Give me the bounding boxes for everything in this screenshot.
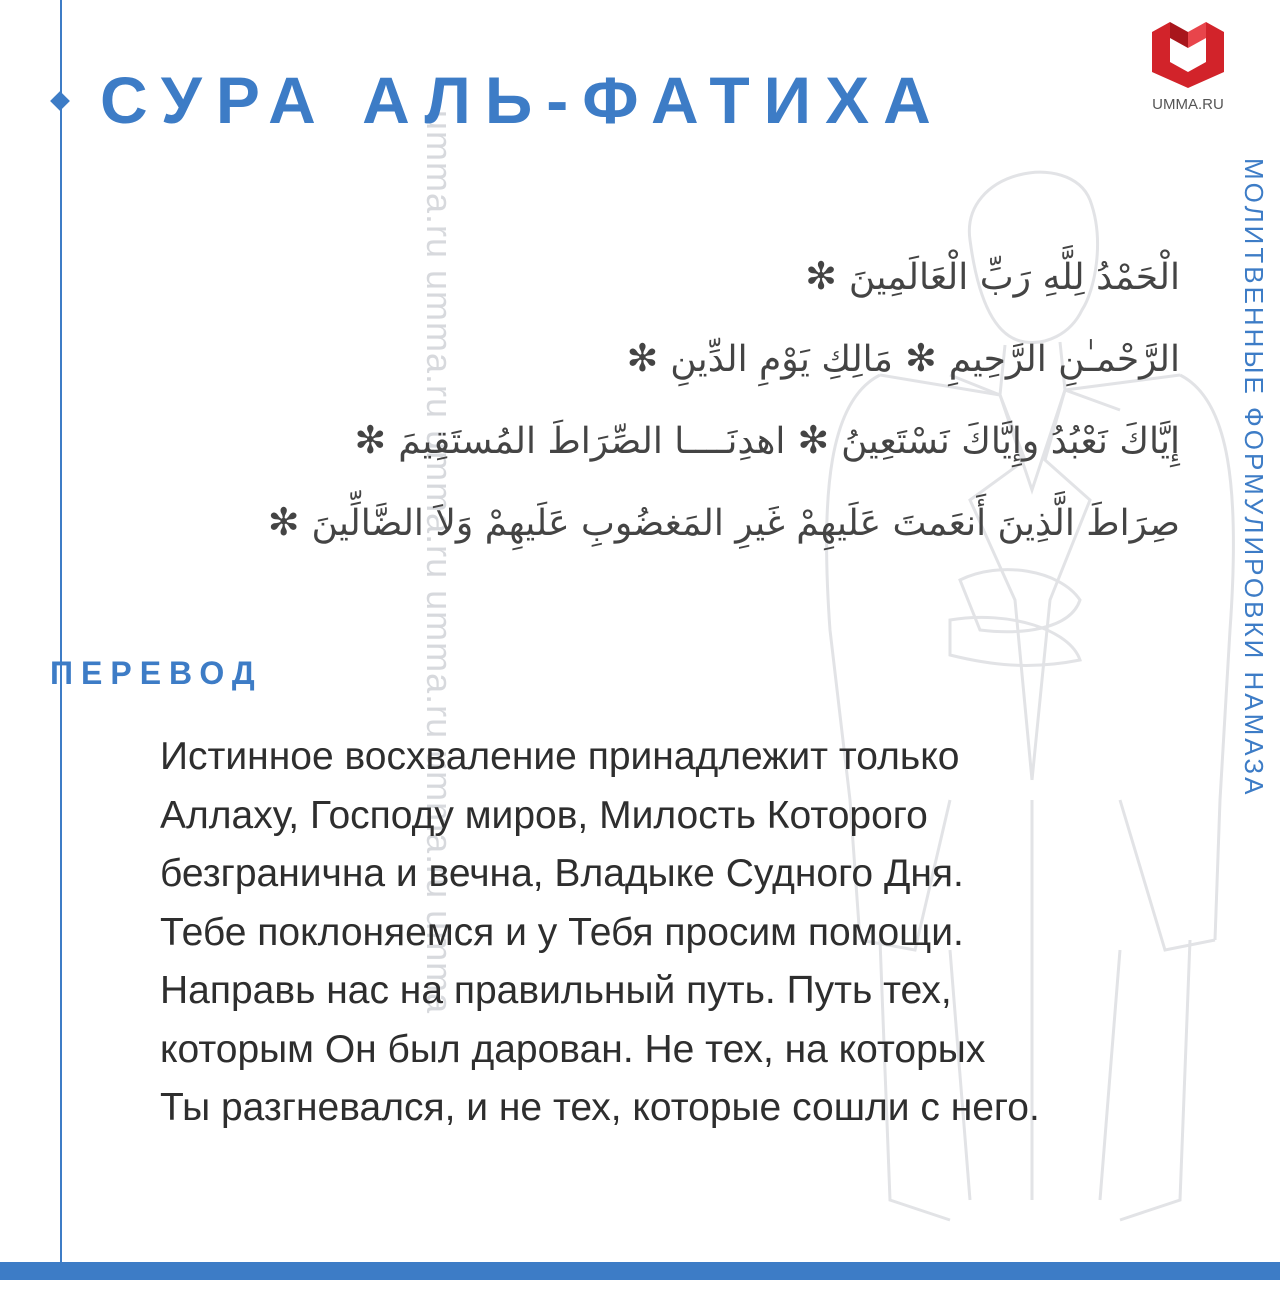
verse-line: الرَّحْمـٰنِ الرَّحِيمِ✻مَالِكِ يَوْمِ الدِّينِ✻: [150, 322, 1180, 404]
verse-separator-icon: ✻: [904, 336, 937, 380]
watermark: umma.ru umma.ru umma.ru umma.ru umma.ru umma: [419, 110, 460, 1015]
verse-line: إِيَّاكَ نَعْبُدُ وإِيَّاكَ نَسْتَعِينُ✻اهدِنَــــا الصِّرَاطَ المُستَقِيمَ✻: [150, 404, 1180, 486]
translation-line: Аллаху, Господу миров, Милость Которого: [160, 793, 928, 837]
verse-separator-icon: ✻: [354, 418, 387, 462]
bottom-accent-bar: [0, 1262, 1280, 1280]
verse-separator-icon: ✻: [805, 254, 837, 298]
translation-line: Направь нас на правильный путь. Путь тех,: [160, 969, 952, 1012]
logo-text: UMMA.RU: [1152, 96, 1224, 113]
verse-separator-icon: ✻: [797, 418, 830, 462]
translation-line: Ты разгневался, и не тех, которые сошли с него.: [160, 1086, 1040, 1129]
verse-line: صِرَاطَ الَّذِينَ أَنعَمتَ عَلَيهِمْ غَيرِ المَغضُوبِ عَلَيهِمْ وَلاَ الضَّالِّينَ✻: [150, 486, 1180, 568]
translation-text: [160, 728, 1160, 1138]
verse-separator-icon: ✻: [267, 500, 300, 544]
title-diamond-icon: [50, 91, 70, 111]
translation-line: которым Он был дарован. Не тех, на которых: [160, 1027, 986, 1071]
umma-logo-icon: [1150, 18, 1226, 88]
translation-line: Истинное восхваление принадлежит только: [160, 735, 960, 778]
arabic-verses: [150, 240, 1180, 568]
page-title: СУРА АЛЬ-ФАТИХА: [100, 63, 945, 137]
left-accent-line: [60, 0, 62, 1262]
side-caption: МОЛИТВЕННЫЕ ФОРМУЛИРОВКИ НАМАЗА: [1239, 158, 1269, 798]
verse-separator-icon: ✻: [626, 336, 659, 380]
verse-line: الْحَمْدُ لِلَّهِ رَبِّ الْعَالَمِينَ✻: [150, 240, 1180, 322]
translation-line: Тебе поклоняемся и у Тебя просим помощи.: [160, 910, 964, 954]
translation-line: безгранична и вечна, Владыке Судного Дня.: [160, 852, 964, 895]
translation-heading: ПЕРЕВОД: [50, 655, 263, 691]
